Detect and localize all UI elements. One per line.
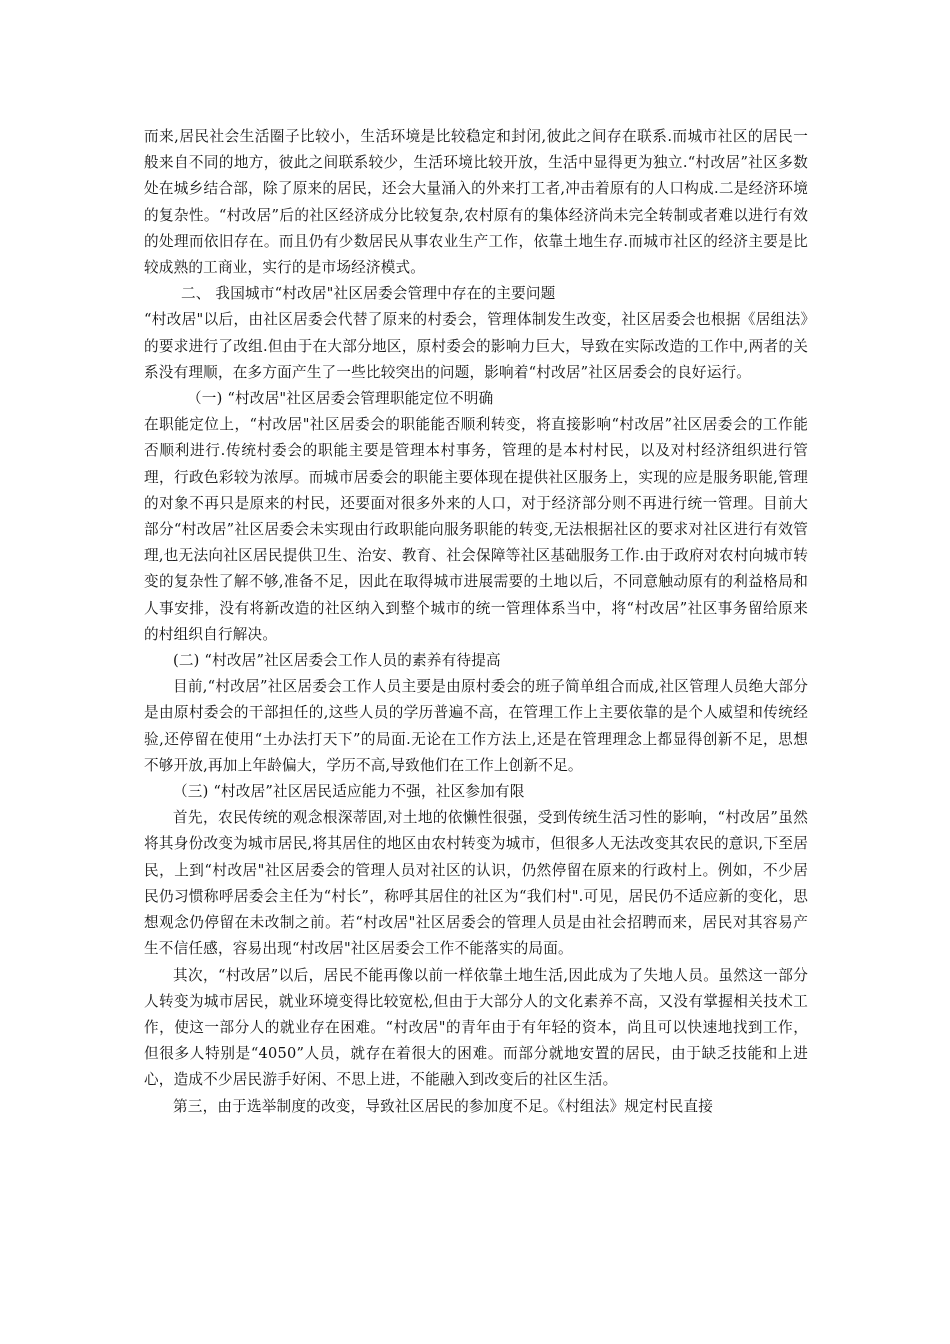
paragraph-subsection-2: 目前,“村改居”社区居委会工作人员主要是由原村委会的班子简单组合而成,社区管理人员绝大部分是由原村委会的干部担任的,这些人员的学历普遍不高，在管理工作上主要依靠的是个人威望和传统经验,还停留在使用“土办法打天下”的局面.无论在工作方法上,还是在管理理念上都显得创新不足，思想不够开放,再加上年龄偏大，学历不高,导致他们在工作上创新不足。 [144, 678, 808, 774]
section-heading-2: 二、 我国城市“村改居"社区居委会管理中存在的主要问题 [181, 285, 556, 303]
paragraph-first-point: 首先，农民传统的观念根深蒂固,对土地的依懒性很强，受到传统生活习性的影响，“村改居”虽然将其身份改变为城市居民,将其居住的地区由农村转变为城市，但很多人无法改变其农民的意识,下至居民，上到“村改居"社区居委会的管理人员对社区的认识，仍然停留在原来的行政村上。例如，不少居民仍习惯称呼居委会主任为“村长”，称呼其居住的社区为“我们村".可见，居民仍不适应新的变化，思想观念仍停留在未改制之前。若“村改居"社区居委会的管理人员是由社会招聘而来，居民对其容易产生不信任感，容易出现“村改居"社区居委会工作不能落实的局面。 [144, 809, 808, 958]
paragraph-intro-continuation: 而来,居民社会生活圈子比较小，生活环境是比较稳定和封闭,彼此之间存在联系.而城市社区的居民一般来自不同的地方，彼此之间联系较少，生活环境比较开放，生活中显得更为独立.“村改居”社区多数处在城乡结合部，除了原来的居民，还会大量涌入的外来打工者,冲击着原有的人口构成.二是经济环境的复杂性。“村改居”后的社区经济成分比较复杂,农村原有的集体经济尚未完全转制或者难以进行有效的处理而依旧存在。而且仍有少数居民从事农业生产工作，依靠土地生存.而城市社区的经济主要是比较成熟的工商业，实行的是市场经济模式。 [144, 128, 808, 277]
paragraph-section-2-intro: “村改居"以后，由社区居委会代替了原来的村委会，管理体制发生改变，社区居委会也根据《居组法》的要求进行了改组.但由于在大部分地区，原村委会的影响力巨大，导致在实际改造的工作中,两者的关系没有理顺，在多方面产生了一些比较突出的问题，影响着“村改居”社区居委会的良好运行。 [144, 311, 808, 381]
subsection-heading-2: (二) “村改居”社区居委会工作人员的素养有待提高 [173, 652, 501, 670]
document-body [144, 124, 808, 1120]
paragraph-third-point: 第三，由于选举制度的改变，导致社区居民的参加度不足。《村组法》规定村民直接 [173, 1097, 714, 1115]
subsection-heading-1: （一) “村改居"社区居委会管理职能定位不明确 [187, 390, 494, 408]
paragraph-subsection-1: 在职能定位上，“村改居"社区居委会的职能能否顺利转变，将直接影响“村改居”社区居委会的工作能否顺利进行.传统村委会的职能主要是管理本村事务，管理的是本村村民，以及对村经济组织进行管理，行政色彩较为浓厚。而城市居委会的职能主要体现在提供社区服务上，实现的应是服务职能,管理的对象不再只是原来的村民，还要面对很多外来的人口，对于经济部分则不再进行统一管理。目前大部分“村改居”社区居委会未实现由行政职能向服务职能的转变,无法根据社区的要求对社区进行有效管理,也无法向社区居民提供卫生、治安、教育、社会保障等社区基础服务工作.由于政府对农村向城市转变的复杂性了解不够,准备不足，因此在取得城市进展需要的土地以后，不同意触动原有的利益格局和人事安排，没有将新改造的社区纳入到整个城市的统一管理体系当中，将“村改居”社区事务留给原来的村组织自行解决。 [144, 416, 808, 643]
paragraph-second-point: 其次，“村改居”以后，居民不能再像以前一样依靠土地生活,因此成为了失地人员。虽然这一部分人转变为城市居民，就业环境变得比较宽松,但由于大部分人的文化素养不高，又没有掌握相关技术工作，使这一部分人的就业存在困难。“村改居"的青年由于有年轻的资本，尚且可以快速地找到工作，但很多人特别是“4050”人员，就存在着很大的困难。而部分就地安置的居民，由于缺乏技能和上进心，造成不少居民游手好闲、不思上进，不能融入到改变后的社区生活。 [144, 966, 808, 1089]
subsection-heading-3: （三) “村改居”社区居民适应能力不强，社区参加有限 [173, 783, 525, 801]
